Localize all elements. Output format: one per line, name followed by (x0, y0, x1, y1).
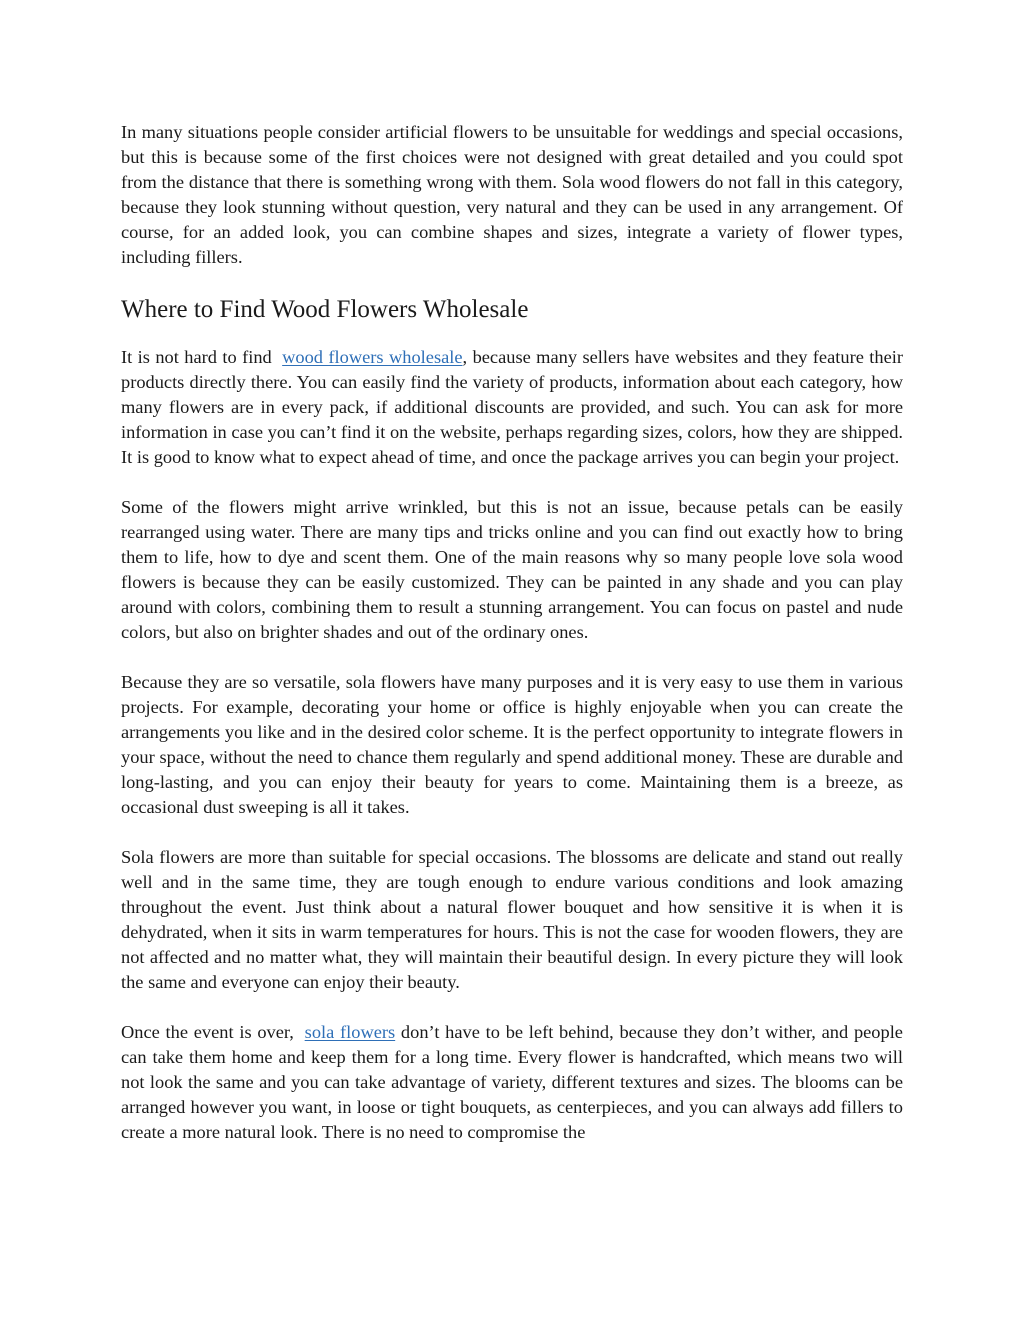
paragraph-find-wholesale (121, 345, 903, 470)
sola-flowers-link[interactable]: sola flowers (304, 1022, 396, 1042)
wood-flowers-wholesale-link[interactable]: wood flowers wholesale (282, 347, 463, 367)
paragraph-text: It is not hard to find (121, 347, 272, 367)
paragraph-after-event (121, 1020, 903, 1145)
document-body (121, 120, 903, 1170)
paragraph-text: don’t have to be left behind, because they don’t wither, and people can take them home and keep them for a long time. Every flower is handcrafted, which means two will not look the same and you can take advantage of variety, different textures and sizes. The blooms can be arranged however you want, in loose or tight bouquets, as centerpieces, and you can always add fillers to create a more natural look. There is no need to compromise the (121, 1022, 903, 1142)
paragraph-versatile: Because they are so versatile, sola flowers have many purposes and it is very easy to use them in various projects. For example, decorating your home or office is highly enjoyable when you can create the arrangements you like and in the desired color scheme. It is the perfect opportunity to integrate flowers in your space, without the need to chance them regularly and spend additional money. These are durable and long-lasting, and you can enjoy their beauty for years to come. Maintaining them is a breeze, as occasional dust sweeping is all it takes. (121, 672, 903, 817)
paragraph-wrinkled: Some of the flowers might arrive wrinkled, but this is not an issue, because petals can be easily rearranged using water. There are many tips and tricks online and you can find out exactly how to bring them to life, how to dye and scent them. One of the main reasons why so many people love sola wood flowers is because they can be easily customized. They can be painted in any shade and you can play around with colors, combining them to result a stunning arrangement. You can focus on pastel and nude colors, but also on brighter shades and out of the ordinary ones. (121, 497, 903, 642)
paragraph-text: Once the event is over, (121, 1022, 294, 1042)
paragraph-intro: In many situations people consider artificial flowers to be unsuitable for weddings and special occasions, but this is because some of the first choices were not designed with great detailed and you could spot from the distance that there is something wrong with them. Sola wood flowers do not fall in this category, because they look stunning without question, very natural and they can be used in any arrangement. Of course, for an added look, you can combine shapes and sizes, integrate a variety of flower types, including fillers. (121, 122, 903, 267)
paragraph-text: , because many sellers have websites and they feature their products directly there. You can easily find the variety of products, information about each category, how many flowers are in every pack, if additional discounts are provided, and such. You can ask for more information in case you can’t find it on the website, perhaps regarding sizes, colors, how they are shipped. It is good to know what to expect ahead of time, and once the package arrives you can begin your project. (121, 347, 903, 467)
section-heading: Where to Find Wood Flowers Wholesale (121, 296, 529, 323)
paragraph-special-occasions: Sola flowers are more than suitable for special occasions. The blossoms are delicate and stand out really well and in the same time, they are tough enough to endure various conditions and look amazing throughout the event. Just think about a natural flower bouquet and how sensitive it is when it is dehydrated, when it sits in warm temperatures for hours. This is not the case for wooden flowers, they are not affected and no matter what, they will maintain their beautiful design. In every picture they will look the same and everyone can enjoy their beauty. (121, 847, 903, 992)
